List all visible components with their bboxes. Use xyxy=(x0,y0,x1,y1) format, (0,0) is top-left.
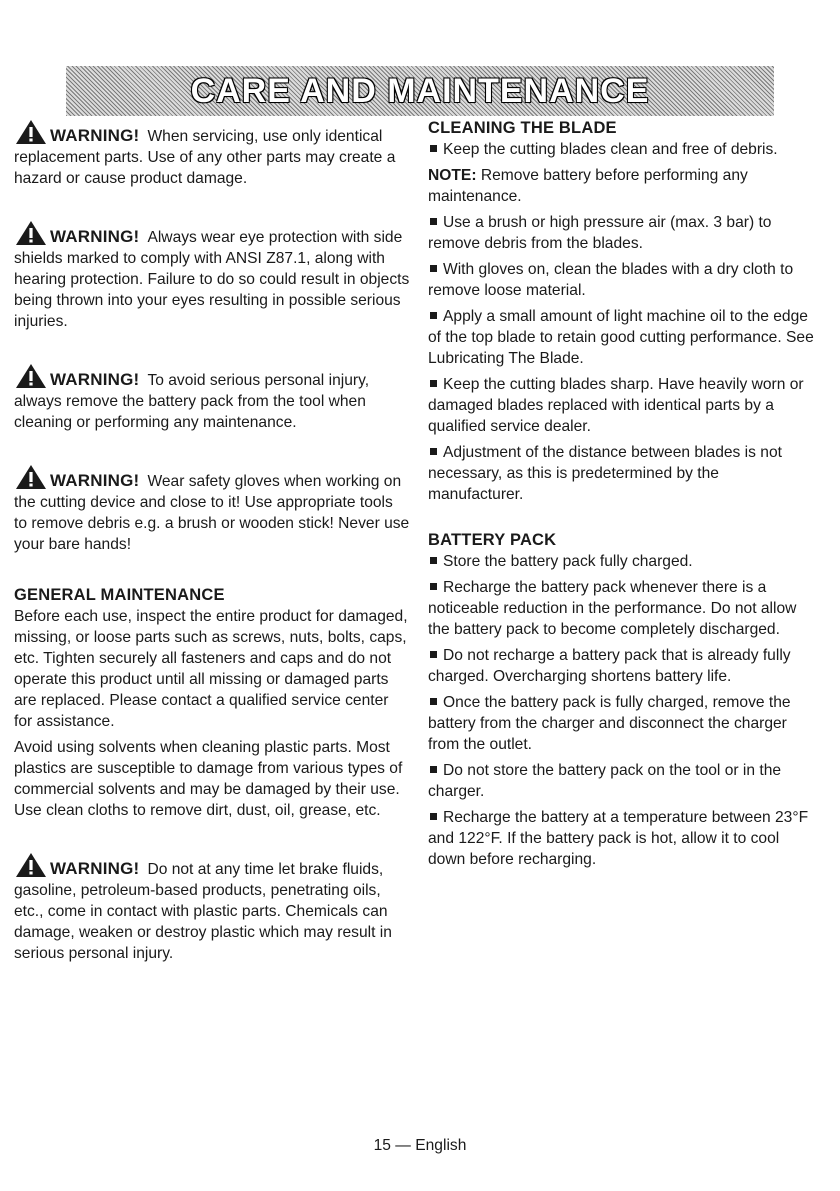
bullet-square-icon xyxy=(430,218,437,225)
left-column xyxy=(14,118,410,964)
general-maintenance-heading: GENERAL MAINTENANCE xyxy=(14,586,225,604)
warning-heading xyxy=(14,471,139,490)
list-item-text: Do not store the battery pack on the tool or in the charger. xyxy=(428,762,782,800)
list-item xyxy=(428,760,818,802)
list-item-text: Keep the cutting blades sharp. Have heavily worn or damaged blades replaced with identical parts by a qualified service dealer. xyxy=(428,376,804,435)
warning-lead: To avoid serious personal xyxy=(147,372,325,389)
warning-heading xyxy=(14,126,139,145)
list-item-text: Store the battery pack fully charged. xyxy=(443,553,693,570)
list-item-text: Keep the cutting blades clean and free of debris. xyxy=(443,141,778,158)
section-gap xyxy=(428,510,818,530)
list-item xyxy=(428,259,818,301)
general-maintenance-paragraph: Before each use, inspect the entire product for damaged, missing, or loose parts such as screws, nuts, bolts, caps, etc. Tighten securely all fasteners and caps and do not operate this product until all missing or damaged parts are replaced. Please contact a qualified service center for assistance. xyxy=(14,608,408,730)
warning-label: WARNING! xyxy=(50,126,140,145)
warning-label: WARNING! xyxy=(50,227,140,246)
warning-block-5 xyxy=(14,851,410,964)
warning-triangle-icon xyxy=(14,463,48,491)
warning-triangle-icon xyxy=(14,118,48,146)
list-item xyxy=(428,374,818,437)
note-label: NOTE: xyxy=(428,167,477,184)
note-text: Remove battery before performing any maintenance. xyxy=(428,167,748,205)
list-item xyxy=(428,306,818,369)
bullet-square-icon xyxy=(430,557,437,564)
list-item xyxy=(428,807,818,870)
warning-body: injury, always remove the battery pack from the tool when cleaning or performing any maintenance. xyxy=(14,372,370,431)
list-item-text: With gloves on, clean the blades with a dry cloth to remove loose material. xyxy=(428,261,794,299)
list-item xyxy=(428,692,818,755)
list-item xyxy=(428,551,818,572)
list-item xyxy=(428,577,818,640)
bullet-square-icon xyxy=(430,583,437,590)
page-footer: 15 — English xyxy=(373,1137,467,1154)
list-item-text: Adjustment of the distance between blades is not necessary, as this is predetermined by the manufacturer. xyxy=(428,444,782,503)
warning-lead: Do not at any time let xyxy=(147,861,295,878)
list-item xyxy=(428,645,818,687)
general-maintenance-paragraph: Avoid using solvents when cleaning plastic parts. Most plastics are susceptible to damage from various types of commercial solvents and may be damaged by their use. Use clean cloths to remove dirt, dust, oil, grease, etc. xyxy=(14,739,403,819)
warning-triangle-icon xyxy=(14,362,48,390)
warning-body: protection with side shields marked to comply with ANSI Z87.1, along with hearing protection. Failure to do so could result in objects being thrown into your eyes resulting in possible serious injuries. xyxy=(14,229,410,330)
warning-label: WARNING! xyxy=(50,859,140,878)
warning-block-4 xyxy=(14,463,410,555)
bullet-square-icon xyxy=(430,312,437,319)
warning-triangle-icon xyxy=(14,219,48,247)
list-item xyxy=(428,212,818,254)
bullet-square-icon xyxy=(430,766,437,773)
warning-lead: Always wear eye xyxy=(147,229,265,246)
warning-block-3 xyxy=(14,362,410,433)
section-banner xyxy=(66,66,774,116)
section-title: CARE AND MAINTENANCE xyxy=(190,71,650,110)
list-item-text: Recharge the battery at a temperature between 23°F and 122°F. If the battery pack is hot, allow it to cool down before recharging. xyxy=(428,809,809,868)
warning-block-1 xyxy=(14,118,410,189)
warning-body: identical replacement parts. Use of any other parts may create a hazard or cause product damage. xyxy=(14,128,396,187)
list-item-text: Do not recharge a battery pack that is already fully charged. Overcharging shortens battery life. xyxy=(428,647,791,685)
warning-lead: When servicing, use only xyxy=(147,128,321,145)
bullet-square-icon xyxy=(430,380,437,387)
warning-block-2 xyxy=(14,219,410,332)
note xyxy=(428,165,818,207)
warning-body: brake fluids, gasoline, petroleum-based products, penetrating oils, etc., come in contact with plastic parts. Chemicals can damage, weaken or destroy plastic which may result in serious personal injury. xyxy=(14,861,392,962)
list-item-text: Once the battery pack is fully charged, remove the battery from the charger and disconnect the charger from the outlet. xyxy=(428,694,791,753)
bullet-square-icon xyxy=(430,698,437,705)
cleaning-heading: CLEANING THE BLADE xyxy=(428,119,617,137)
warning-body: working on the cutting device and close to it! Use appropriate tools to remove debris e.g. a brush or wooden stick! Never use your bare hands! xyxy=(14,473,410,553)
list-item xyxy=(428,442,818,505)
list-item-text: Apply a small amount of light machine oil to the edge of the top blade to retain good cutting performance. See Lubricating The Blade. xyxy=(428,308,814,367)
battery-pack-heading: BATTERY PACK xyxy=(428,531,557,549)
warning-heading xyxy=(14,227,139,246)
warning-triangle-icon xyxy=(14,851,48,879)
warning-lead: Wear safety gloves when xyxy=(147,473,322,490)
bullet-square-icon xyxy=(430,265,437,272)
right-column xyxy=(428,118,818,875)
bullet-square-icon xyxy=(430,651,437,658)
list-item-text: Recharge the battery pack whenever there is a noticeable reduction in the performance. Do not allow the battery pack to become completely discharged. xyxy=(428,579,797,638)
warning-heading xyxy=(14,859,139,878)
bullet-square-icon xyxy=(430,145,437,152)
list-item xyxy=(428,139,818,160)
bullet-square-icon xyxy=(430,448,437,455)
warning-label: WARNING! xyxy=(50,471,140,490)
warning-label: WARNING! xyxy=(50,370,140,389)
bullet-square-icon xyxy=(430,813,437,820)
warning-heading xyxy=(14,370,139,389)
list-item-text: Use a brush or high pressure air (max. 3 bar) to remove debris from the blades. xyxy=(428,214,772,252)
